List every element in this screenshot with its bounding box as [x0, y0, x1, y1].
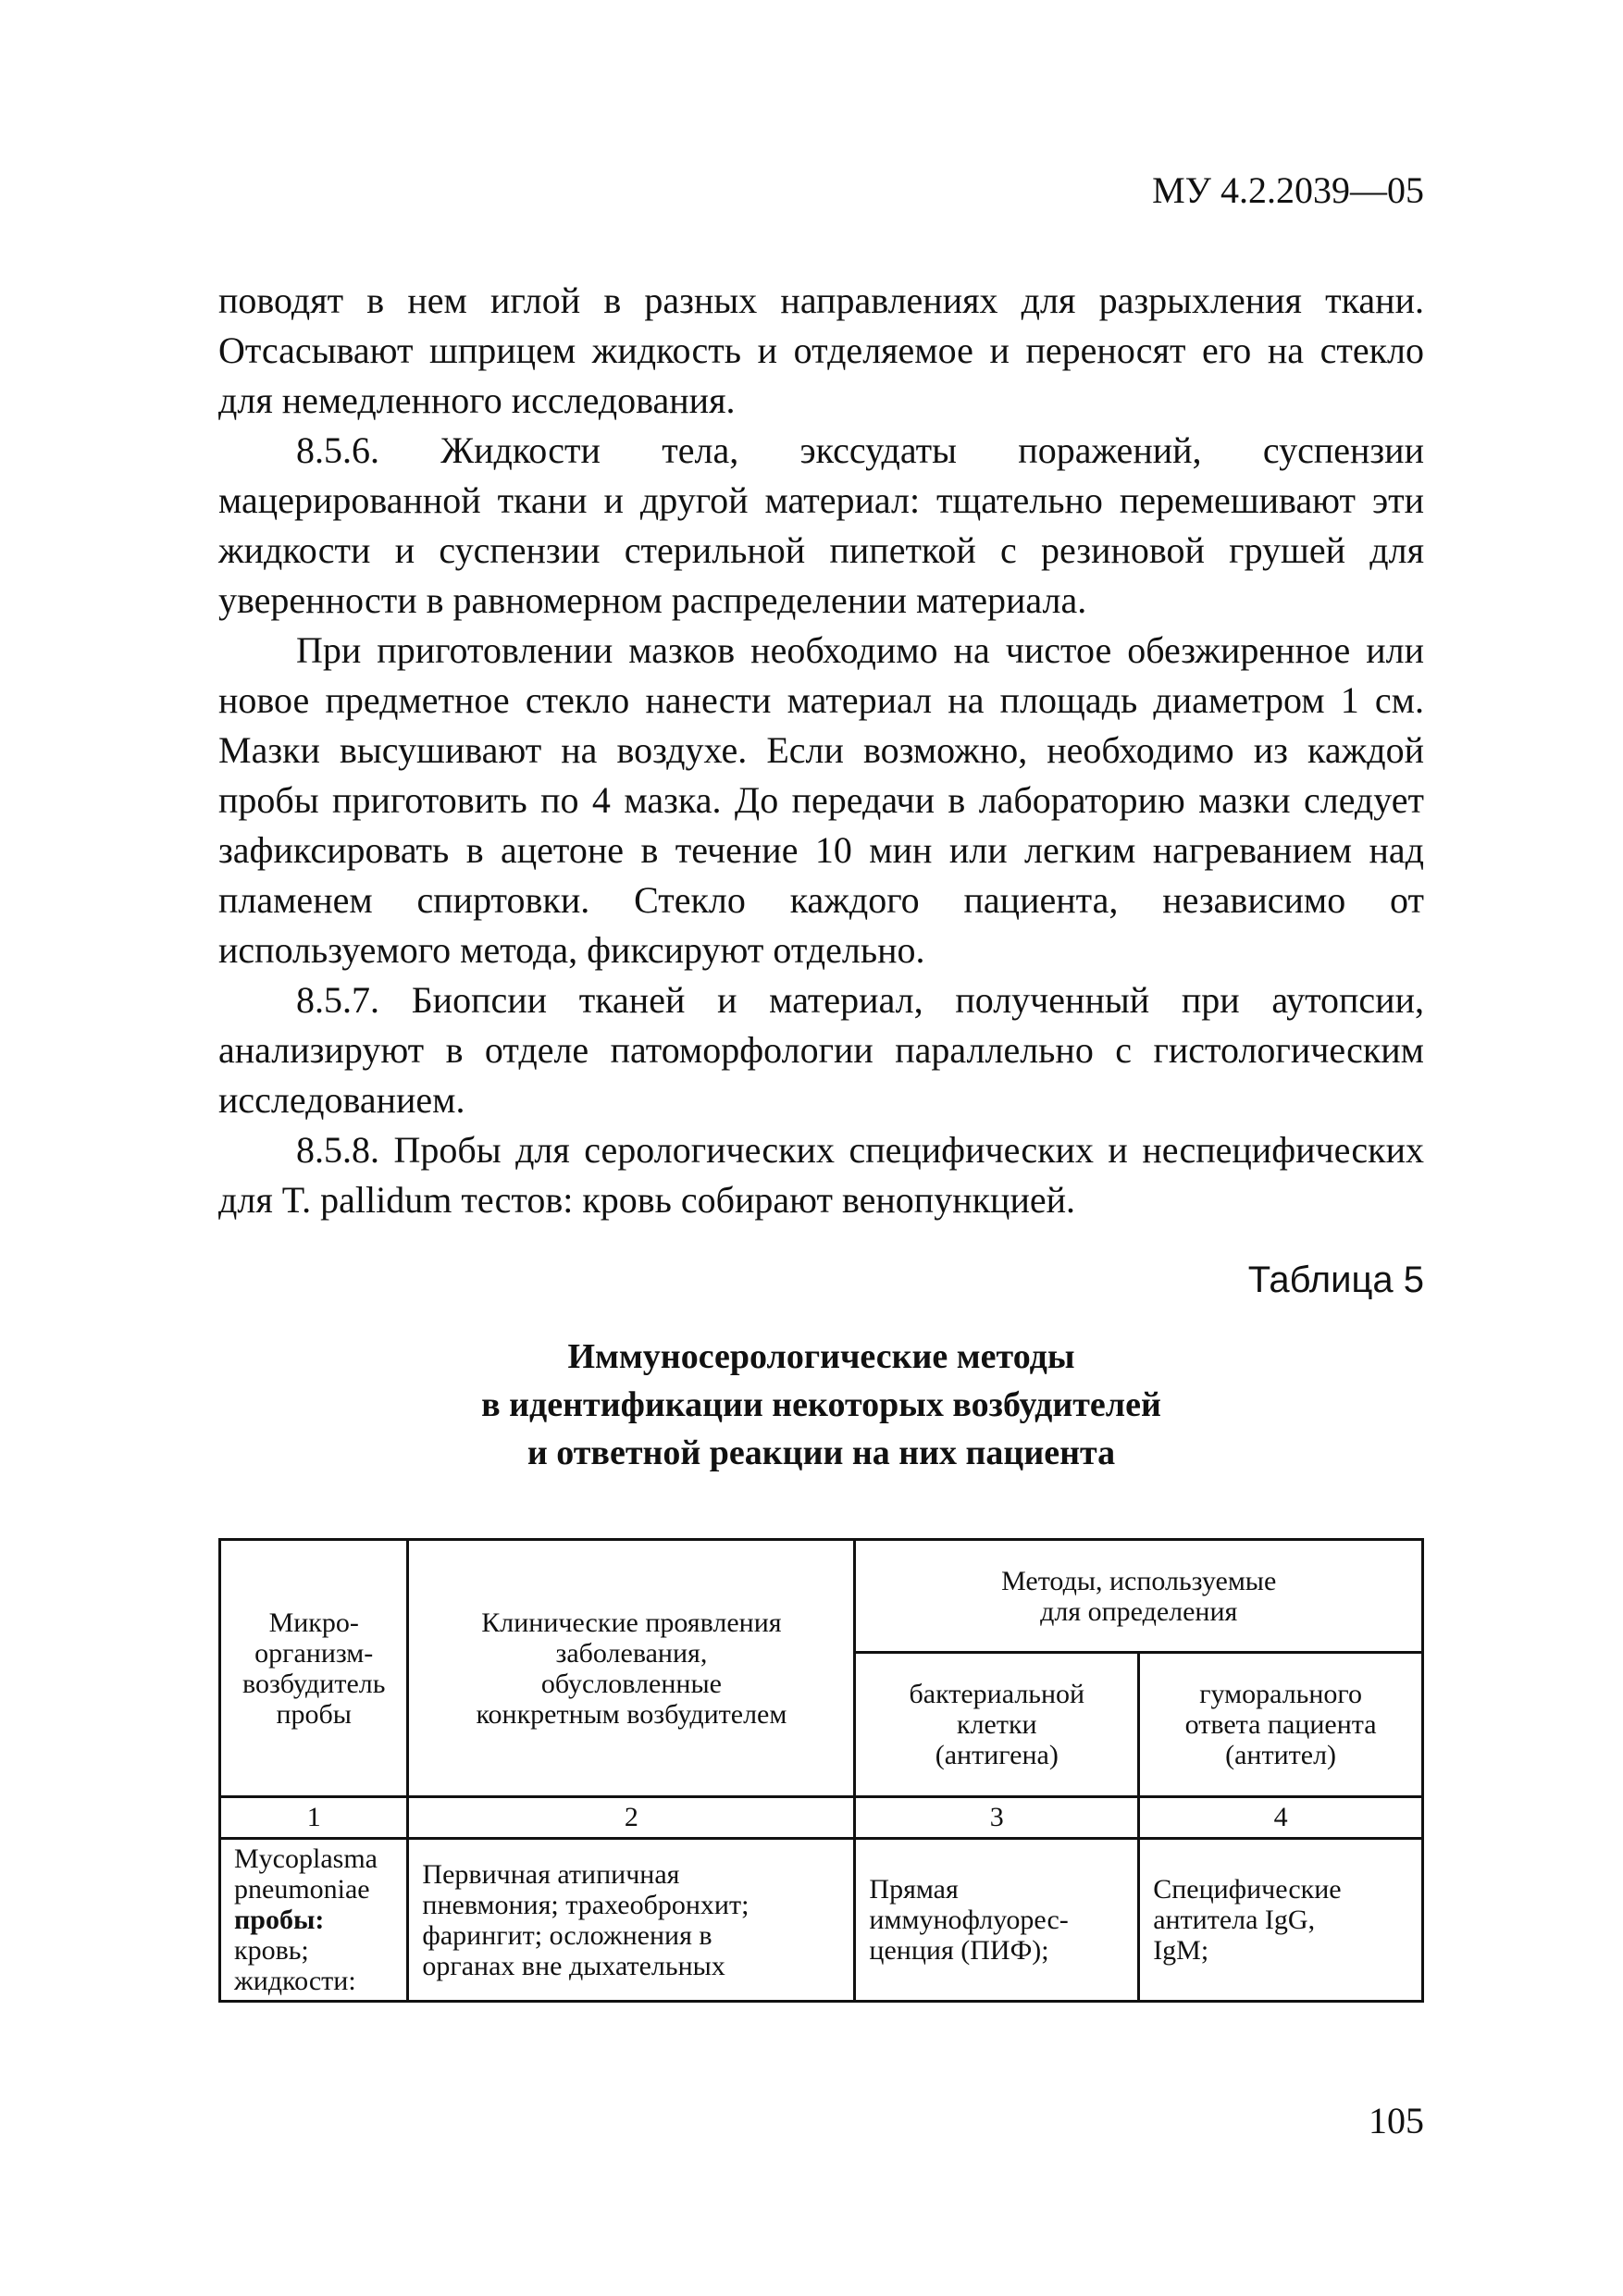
paragraph-smears: При приготовлении мазков необходимо на чистое обезжиренное или новое предметное стекло нанести материал на площадь диаметром 1 см. Мазки высушивают на воздухе. Если возможно, необходимо из каждой пробы приготовить по 4 мазка. До передачи в лабораторию мазки следует зафиксировать в ацетоне в течение 10 мин или легким нагреванием над пламенем спиртовки. Стекло каждого пациента, независимо от используемого метода, фиксируют отдельно. — [218, 629, 1424, 971]
page-number: 105 — [1369, 2100, 1424, 2141]
table-caption: Таблица 5 — [1247, 1260, 1424, 1300]
paragraph-8-5-7: 8.5.7. Биопсии тканей и материал, полученный при аутопсии, анализируют в отделе патоморфологии параллельно с гистологическим исследованием. — [218, 979, 1424, 1121]
table-title-line: и ответной реакции на них пациента — [527, 1433, 1116, 1472]
table-row — [220, 1839, 1423, 2002]
header-organism: Микро- организм- возбудитель пробы — [220, 1540, 408, 1797]
cell-clinical: Первичная атипичная пневмония; трахеобронхит; фарингит; осложнения в органах вне дыхательных — [408, 1839, 855, 2002]
running-header: МУ 4.2.2039—05 — [1152, 169, 1424, 211]
body-text — [218, 276, 1424, 1225]
table-title — [218, 1333, 1424, 1477]
cell-antibody-method: Специфические антитела IgG, IgM; — [1139, 1839, 1423, 2002]
table-title-line: Иммуносерологические методы — [567, 1337, 1075, 1376]
paragraph-8-5-6: 8.5.6. Жидкости тела, экссудаты поражений, суспензии мацерированной ткани и другой материал: тщательно перемешивают эти жидкости и суспензии стерильной пипеткой с резиновой грушей для уверенности в равномерном распределении материала. — [218, 429, 1424, 621]
methods-table — [218, 1538, 1424, 2003]
column-number: 3 — [855, 1797, 1139, 1839]
column-number: 2 — [408, 1797, 855, 1839]
header-methods-group: Методы, используемые для определения — [855, 1540, 1423, 1653]
cell-organism: Mycoplasma pneumoniae пробы: кровь; жидкости: — [220, 1839, 408, 2002]
column-number: 1 — [220, 1797, 408, 1839]
header-antibody: гуморального ответа пациента (антител) — [1139, 1653, 1423, 1797]
cell-antigen-method: Прямая иммунофлуорес- ценция (ПИФ); — [855, 1839, 1139, 2002]
paragraph-8-5-8: 8.5.8. Пробы для серологических специфических и неспецифических для T. pallidum тестов: кровь собирают венопункцией. — [218, 1129, 1424, 1221]
header-clinical: Клинические проявления заболевания, обусловленные конкретным возбудителем — [408, 1540, 855, 1797]
header-antigen: бактериальной клетки (антигена) — [855, 1653, 1139, 1797]
table-title-line: в идентификации некоторых возбудителей — [481, 1385, 1161, 1424]
column-number-row — [220, 1797, 1423, 1839]
column-number: 4 — [1139, 1797, 1423, 1839]
paragraph-continuation: поводят в нем иглой в разных направлениях для разрыхления ткани. Отсасывают шприцем жидкость и отделяемое и переносят его на стекло для немедленного исследования. — [218, 279, 1424, 421]
samples-label: пробы: — [234, 1905, 325, 1935]
